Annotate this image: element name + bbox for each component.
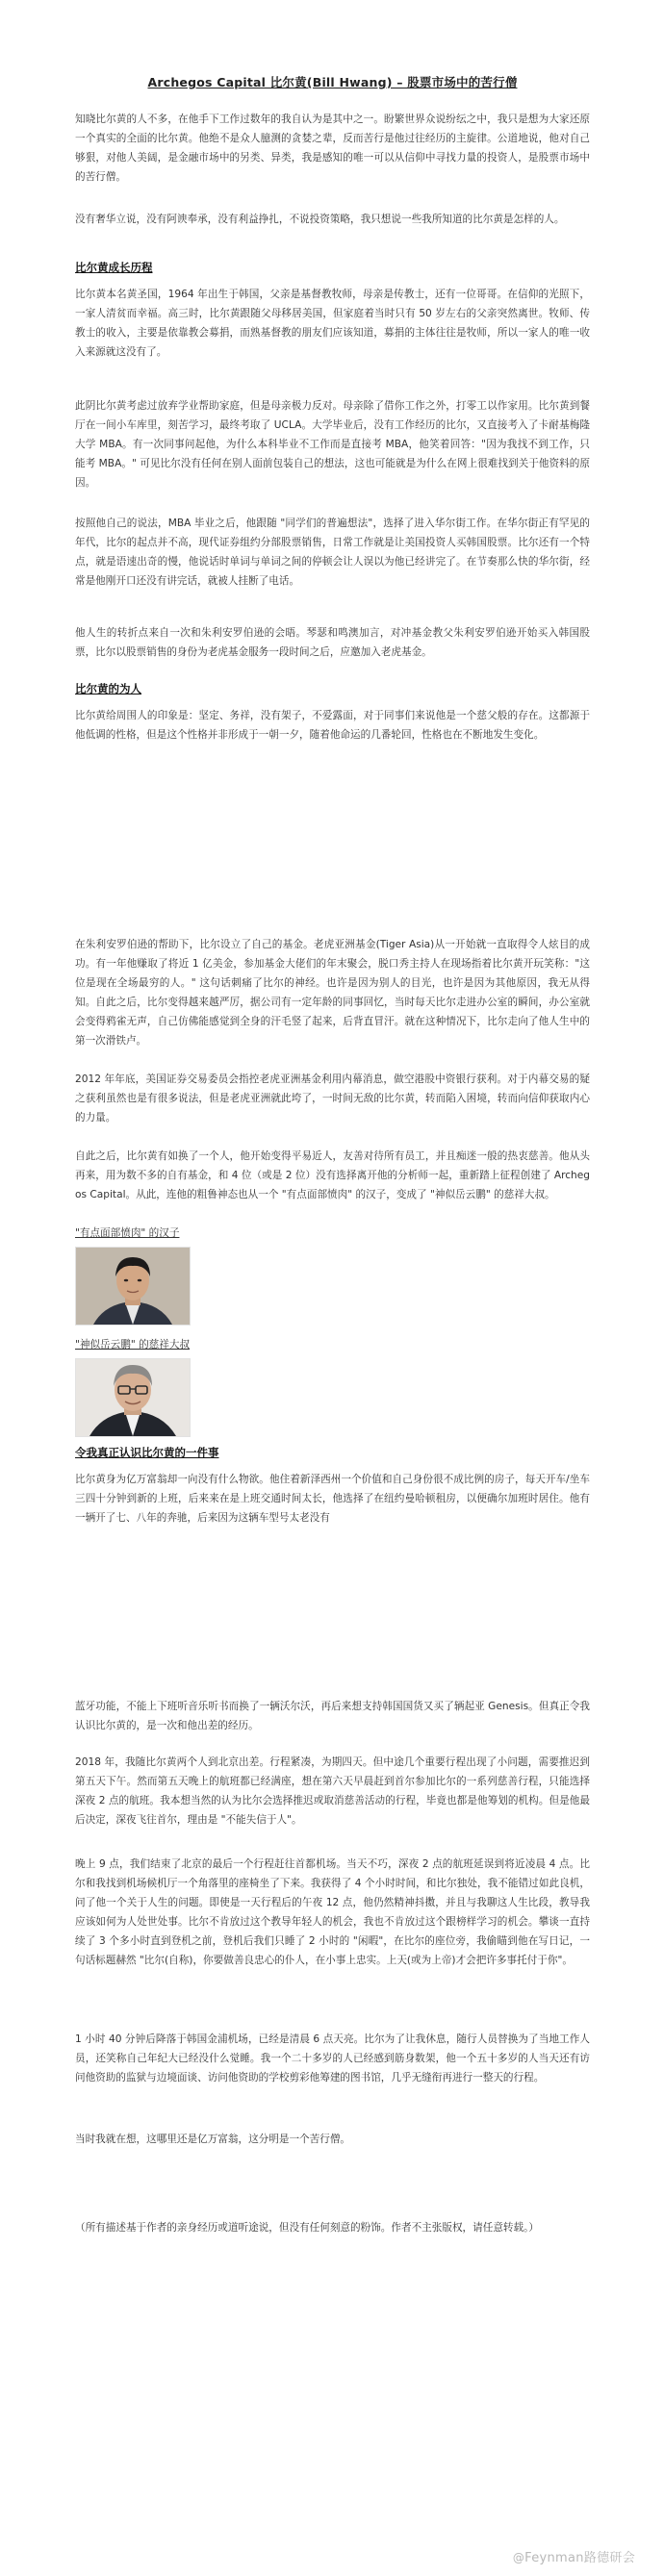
person-block-4 xyxy=(75,1147,590,1204)
watermark xyxy=(513,2547,635,2565)
event-block-2 xyxy=(75,1697,590,1735)
photo-caption-2: "神似岳云鹏" 的慈祥大叔 xyxy=(75,1339,191,1351)
event-paragraph-6: 当时我就在想，这哪里还是亿万富翁，这分明是一个苦行僧。 xyxy=(75,2134,351,2145)
photo-older-man xyxy=(75,1358,191,1437)
event-paragraph-1: 比尔黄身为亿万富翁却一向没有什么物欲。他住着新泽西州一个价值和自己身份很不成比例的房子，每天开车/坐车三四十分钟到新的上班，后来来在是上班交通时间太长，他选择了在纽约曼哈顿租房，以便确尔加班时居住。他有一辆开了七、八年的奔驰，后来因为这辆车型号太老没有 xyxy=(75,1474,590,1524)
event-paragraph-2: 蓝牙功能，不能上下班听音乐听书而换了一辆沃尔沃，再后来想支持韩国国货又买了辆起亚 Genesis。但真正令我认识比尔黄的，是一次和他出差的经历。 xyxy=(75,1701,590,1731)
person-paragraph-4: 自此之后，比尔黄有如换了一个人，他开始变得平易近人，友善对待所有员工，并且痴迷一般的热衷慈善。他从头再来，用为数不多的自有基金，和 4 位（或是 2 位）没有选择离开他的分析师一起，重新踏上征程创建了 Archegos Capital。从此，连他的粗鲁神态也从一个 "有点面部愤肉" 的汉子，变成了 "神似岳云鹏" 的慈祥大叔。 xyxy=(75,1150,590,1200)
caption-block-1 xyxy=(75,1225,590,1240)
event-block-6 xyxy=(75,2130,590,2149)
caption-block-2 xyxy=(75,1337,590,1351)
growth-block-4 xyxy=(75,623,590,662)
growth-paragraph-4: 他人生的转折点来自一次和朱利安罗伯逊的会晤。琴瑟和鸣澳加言，对冲基金教父朱利安罗伯逊开始买入韩国股票，比尔以股票销售的身份为老虎基金服务一段时间之后，应邀加入老虎基金。 xyxy=(75,627,590,658)
intro-section xyxy=(75,110,590,187)
event-block-5 xyxy=(75,2030,590,2087)
disclaimer: （所有描述基于作者的亲身经历或道听途说，但没有任何刻意的粉饰。作者不主张版权，请任意转载。） xyxy=(75,2222,540,2234)
event-paragraph-4: 晚上 9 点，我们结束了北京的最后一个行程赶往首都机场。当天不巧，深夜 2 点的航班延误到将近凌晨 4 点。比尔和我找到机场候机厅一个角落里的座椅坐了下来。我获得了 4 个小时时间，和比尔独处，我不能错过如此良机，问了他一个关于人生的问题。即使是一天行程后的午夜 12 点，他仍然精神抖擞，并且与我聊这人生比段，教导我应该如何为人处世处事。比尔不肯放过这个教导年轻人的机会，我也不肯放过这个跟榜样学习的机会。攀谈一直持续了 3 个多小时直到登机之前，登机后我们只睡了 2 小时的 "闲暇"，在比尔的座位旁，我偷瞄到他在写日记，一句话标题赫然 "比尔(自称)，你要做善良忠心的仆人，在小事上忠实。上天(或为上帝)才会把许多事托付于你"。 xyxy=(75,1858,590,1966)
event-block-1 xyxy=(75,1470,590,1528)
growth-paragraph-3: 按照他自己的说法，MBA 毕业之后，他跟随 "同学们的普遍想法"，选择了进入华尔街工作。在华尔街正有罕见的年代，比尔的起点并不高，现代证券组约分部股票销售，日常工作就是让美国投资人买韩国股票。比尔还有一个特点，就是语速出奇的慢，他说话时单词与单词之间的停顿会让人误以为他已经讲完了。在节奏那么快的华尔街，经常是他刚开口还没有讲完话，就被人挂断了电话。 xyxy=(75,518,590,587)
intro-paragraph-1: 知晓比尔黄的人不多，在他手下工作过数年的我自认为是其中之一。盼繁世界众说纷纭之中，我只是想为大家还原一个真实的全面的比尔黄。他绝不是众人臆测的贪婪之辈，反而苦行是他过往经历的主旋律。公道地说，他对自己够狠，对他人美阔，是金融市场中的另类、异类，我是感知的唯一可以从信仰中寻找力量的投资人，是股票市场中的苦行僧。 xyxy=(75,114,590,183)
event-block-3 xyxy=(75,1753,590,1830)
man-portrait-glasses-icon xyxy=(76,1359,190,1436)
person-block-2 xyxy=(75,935,590,1050)
person-block-3 xyxy=(75,1070,590,1127)
intro-section-2 xyxy=(75,210,590,229)
growth-paragraph-2: 此阴比尔黄考虑过放弃学业帮助家庭，但是母亲极力反对。母亲除了借你工作之外，打零工以作家用。比尔黄到餐厅在一间小车库里，刻苦学习，最终考取了 UCLA。大学毕业后，没有工作经历的比尔，又直接考入了卡耐基梅隆大学 MBA。有一次同事问起他，为什么本科毕业不工作而是直接考 MBA，他笑着回答："因为我找不到工作，只能考 MBA。" 可见比尔没有任何在别人面前包装自己的想法，这也可能就是为什么在网上很难找到关于他资料的原因。 xyxy=(75,400,590,489)
growth-block-2 xyxy=(75,396,590,492)
growth-paragraph-1: 比尔黄本名黄圣国，1964 年出生于韩国，父亲是基督教牧师，母亲是传教士，还有一位哥哥。在信仰的光照下，一家人清贫而幸福。高三时，比尔黄跟随父母移居美国，但家庭着当时只有 50 岁左右的父亲突然离世。牧师、传教士的收入，主要是依靠教会募捐，而熟基督教的朋友们应该知道，募捐的主体往往是牧师，所以一家人的唯一收入来源就这没有了。 xyxy=(75,289,590,358)
watermark-text: Feynman路德研会 xyxy=(524,2551,635,2565)
person-paragraph-1: 比尔黄给周围人的印象是：坚定、务祥，没有架子，不爱露面，对于同事们来说他是一个慈父般的存在。这都源于他低调的性格，但是这个性格并非形成于一朝一夕，随着他命运的几番轮回，性格也在不断地发生变化。 xyxy=(75,710,590,741)
person-block-1 xyxy=(75,706,590,745)
article-title: Archegos Capital 比尔黄(Bill Hwang) – 股票市场中的苦行僧 xyxy=(147,75,518,89)
growth-block-1 xyxy=(75,285,590,362)
section-heading-person: 比尔黄的为人 xyxy=(75,682,141,695)
section-heading-event: 令我真正认识比尔黄的一件事 xyxy=(75,1446,219,1459)
person-paragraph-3: 2012 年年底，美国证券交易委员会指控老虎亚洲基金利用内幕消息，做空港股中资银行获利。对于内幕交易的疑之获利虽然也是有很多说法，但是老虎亚洲就此垮了，一时间无敌的比尔黄，转而陷入困境，转而向信仰获取内心的力量。 xyxy=(75,1073,590,1124)
event-paragraph-5: 1 小时 40 分钟后降落于韩国金浦机场，已经是清晨 6 点天亮。比尔为了让我休息，随行人员替换为了当地工作人员，还笑称自己年纪大已经没什么觉睡。我一个二十多岁的人已经感到筋身数架，他一个五十多岁的人当天还有访问他资助的监狱与边境面谈、访问他资助的学校剪彩他筹建的图书馆，几乎无缝衔再进行一整天的行程。 xyxy=(75,2033,590,2084)
man-portrait-young-icon xyxy=(76,1248,190,1325)
section-heading-growth: 比尔黄成长历程 xyxy=(75,261,153,274)
disclaimer-block xyxy=(75,2218,590,2237)
event-paragraph-3: 2018 年，我随比尔黄两个人到北京出差。行程紧凑，为期四天。但中途几个重要行程出现了小问题，需要推迟到第五天下午。然而第五天晚上的航班都已经满座，想在第六天早晨赶到首尔参加比尔的一系列慈善行程，只能选择深夜 2 点的航班。我本想当然的认为比尔会选择推迟或取消慈善活动的行程，毕竟也都是他筹划的机构。但是他最后决定，深夜飞往首尔，理由是 "不能失信于人"。 xyxy=(75,1756,590,1826)
watermark-at: @ xyxy=(512,2551,525,2564)
event-block-4 xyxy=(75,1855,590,1970)
person-paragraph-2: 在朱利安罗伯逊的帮助下，比尔设立了自己的基金。老虎亚洲基金(Tiger Asia)从一开始就一直取得令人炫目的成功。有一年他赚取了将近 1 亿美金，参加基金大佬们的年末聚会，脱口秀主持人在现场指着比尔黄开玩笑称："这位是现在全场最穷的人。" 这句话刺痛了比尔的神经。也许是因为别人的目光，也许是因为其他原因，我无从得知。自此之后，比尔变得越来越严厉，据公司有一定年龄的同事回忆，当时每天比尔走进办公室的瞬间，办公室就会变得鸦雀无声，自己仿佛能感觉到全身的汗毛竖了起来，后背直冒汗。就在这种情况下，比尔走向了他人生中的第一次滑铁卢。 xyxy=(75,939,590,1047)
photo-young-man xyxy=(75,1247,191,1326)
photo-caption-1: "有点面部愤肉" 的汉子 xyxy=(75,1227,180,1239)
intro-paragraph-2: 没有奢华立说，没有阿谀奉承，没有利益挣扎，不说投资策略，我只想说一些我所知道的比尔黄是怎样的人。 xyxy=(75,214,565,225)
growth-block-3 xyxy=(75,514,590,591)
